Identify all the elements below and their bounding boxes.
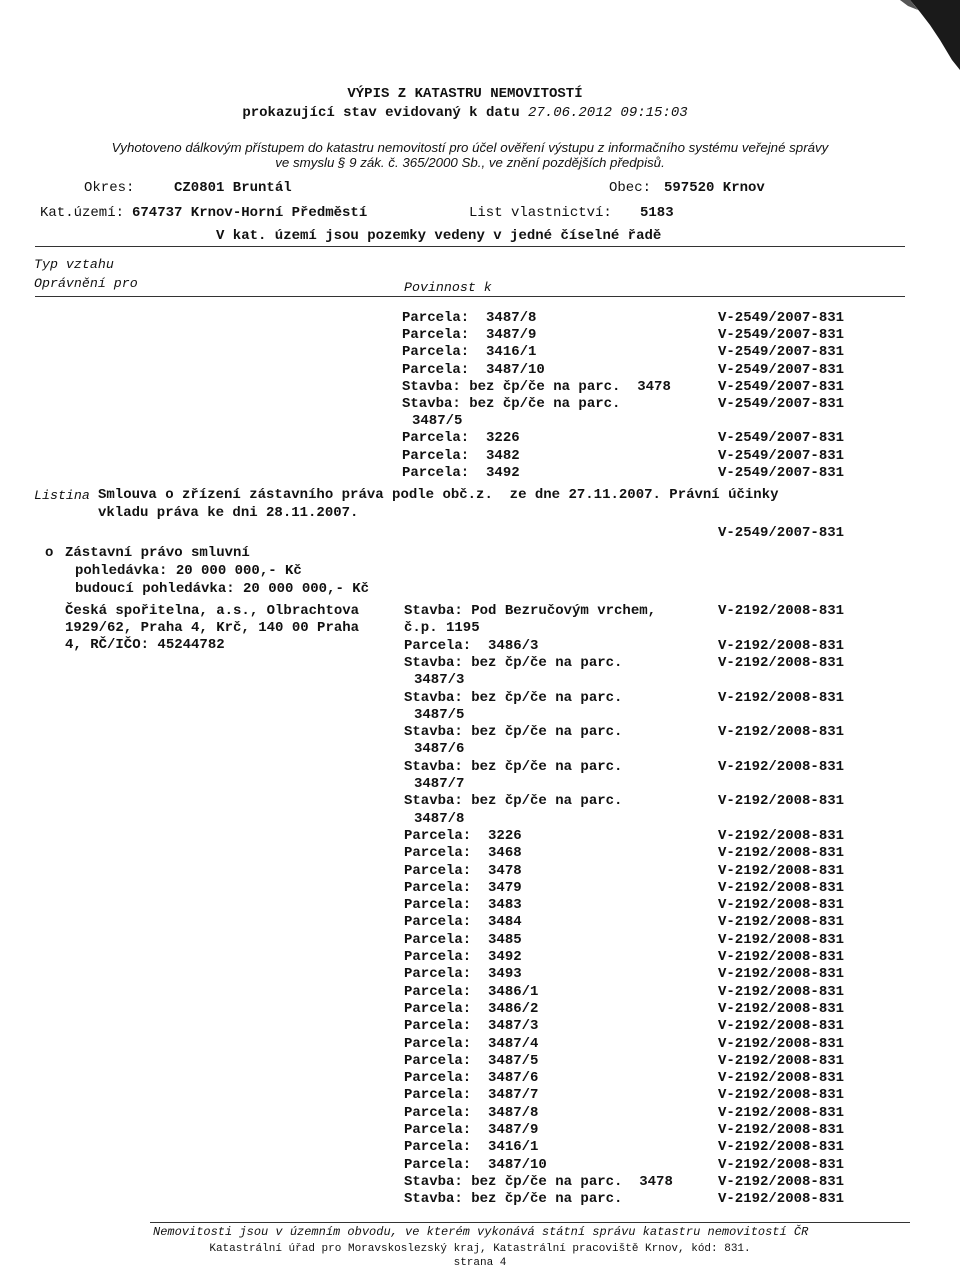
creditor-line-3: 4, RČ/IČO: 45244782 (65, 637, 225, 653)
row-reference: V-2192/2008-831 (718, 1035, 845, 1052)
row-reference: V-2549/2007-831 (718, 396, 845, 412)
row-text: Parcela: 3468 (404, 845, 522, 862)
lv-label: List vlastnictví: (469, 205, 612, 221)
row-reference: V-2192/2008-831 (718, 637, 845, 654)
row-reference: V-2549/2007-831 (718, 310, 845, 326)
row-text: Parcela: 3478 (404, 862, 522, 879)
row-text: Stavba: Pod Bezručovým vrchem, (404, 603, 657, 619)
row-text: Parcela: 3487/3 (404, 1018, 539, 1035)
row-text: Stavba: bez čp/če na parc. (404, 689, 623, 706)
row-text: Parcela: 3486/2 (404, 1000, 539, 1017)
row-reference: V-2192/2008-831 (718, 758, 845, 775)
listina-label: Listina (34, 488, 90, 503)
row-text: 3487/5 (412, 413, 463, 430)
creditor-line-2: 1929/62, Praha 4, Krč, 140 00 Praha (65, 620, 360, 636)
row-reference: V-2192/2008-831 (718, 879, 845, 896)
row-text: Parcela: 3479 (404, 879, 522, 896)
row-text: 3487/6 (414, 741, 465, 758)
listina-text: Smlouva o zřízení zástavního práva podle obč.z. ze dne 27.11.2007. Právní účinky (98, 487, 779, 503)
row-text: Parcela: 3492 (402, 464, 520, 481)
row-text: Stavba: bez čp/če na parc. 3478 (402, 378, 671, 395)
row-reference: V-2192/2008-831 (718, 1104, 845, 1121)
okres-label: Okres: (84, 180, 135, 196)
row-text: Parcela: 3486/3 (404, 637, 539, 654)
row-reference: V-2549/2007-831 (718, 378, 845, 395)
row-text: Parcela: 3493 (404, 966, 522, 983)
claim-1: pohledávka: 20 000 000,- Kč (75, 563, 302, 579)
row-reference: V-2192/2008-831 (718, 1087, 845, 1104)
row-text: Stavba: bez čp/če na parc. (404, 654, 623, 671)
series-note: V kat. území jsou pozemky vedeny v jedné číselné řadě (216, 228, 662, 244)
row-text: Parcela: 3487/9 (404, 1122, 539, 1138)
row-text: Parcela: 3487/7 (404, 1087, 539, 1104)
row-text: Parcela: 3482 (402, 447, 520, 464)
row-text: Parcela: 3416/1 (402, 344, 537, 361)
row-reference: V-2549/2007-831 (718, 464, 845, 481)
row-text: Parcela: 3416/1 (404, 1139, 539, 1156)
row-text: Parcela: 3484 (404, 914, 522, 931)
row-reference: V-2192/2008-831 (718, 949, 845, 965)
row-text: Parcela: 3487/5 (404, 1052, 539, 1069)
notice-line-2: ve smyslu § 9 zák. č. 365/2000 Sb., ve znění pozdějších předpisů. (275, 155, 665, 170)
row-text: Parcela: 3487/10 (402, 361, 545, 378)
row-text: Parcela: 3487/4 (404, 1035, 539, 1052)
subtitle-date: 27.06.2012 09:15:03 (528, 105, 688, 121)
row-text: Parcela: 3487/10 (404, 1156, 547, 1173)
row-text: Parcela: 3487/8 (402, 310, 537, 326)
row-reference: V-2549/2007-831 (718, 327, 845, 344)
row-reference: V-2192/2008-831 (718, 1018, 845, 1035)
row-reference: V-2192/2008-831 (718, 897, 845, 914)
row-text: Parcela: 3487/6 (404, 1070, 539, 1087)
claim-2: budoucí pohledávka: 20 000 000,- Kč (75, 581, 370, 597)
footer-page: strana 4 (453, 1257, 507, 1269)
row-text: Stavba: bez čp/če na parc. (402, 396, 621, 412)
row-reference: V-2192/2008-831 (718, 931, 845, 948)
okres-value: CZ0801 Bruntál (174, 180, 292, 196)
row-reference: V-2192/2008-831 (718, 845, 845, 862)
row-reference: V-2549/2007-831 (718, 361, 845, 378)
row-text: 3487/5 (414, 706, 465, 723)
listina-reference: V-2549/2007-831 (718, 525, 845, 541)
row-text: Parcela: 3485 (404, 931, 522, 948)
row-text: Parcela: 3492 (404, 949, 522, 965)
row-text: Parcela: 3483 (404, 897, 522, 914)
row-text: Stavba: bez čp/če na parc. (404, 724, 623, 741)
row-text: 3487/8 (414, 810, 465, 827)
katuzemi-label: Kat.území: (40, 205, 125, 221)
bullet: o (45, 545, 54, 561)
column-rule (35, 296, 905, 297)
row-reference: V-2549/2007-831 (718, 430, 845, 447)
row-reference: V-2549/2007-831 (718, 344, 845, 361)
row-reference: V-2192/2008-831 (718, 1139, 845, 1156)
row-text: 3487/7 (414, 776, 465, 792)
footer-rule (150, 1222, 910, 1223)
row-text: Parcela: 3487/9 (402, 327, 537, 344)
header-rule (35, 246, 905, 247)
row-reference: V-2192/2008-831 (718, 966, 845, 983)
row-reference: V-2192/2008-831 (718, 654, 845, 671)
row-text: Stavba: bez čp/če na parc. (404, 1191, 623, 1208)
footer-line-2: Katastrální úřad pro Moravskoslezský kraj, Katastrální pracoviště Krnov, kód: 831. (209, 1243, 751, 1255)
footer-line-1: Nemovitosti jsou v územním obvodu, ve kterém vykonává státní správu katastru nemovitostí ČR (153, 1225, 809, 1239)
row-text: Parcela: 3487/8 (404, 1104, 539, 1121)
column-opravneni-pro: Oprávnění pro (34, 276, 138, 291)
obec-label: Obec: (609, 180, 652, 196)
row-text: Stavba: bez čp/če na parc. (404, 793, 623, 810)
row-reference: V-2192/2008-831 (718, 827, 845, 844)
row-reference: V-2192/2008-831 (718, 1000, 845, 1017)
row-text: Parcela: 3226 (404, 827, 522, 844)
row-text: Stavba: bez čp/če na parc. (404, 758, 623, 775)
row-reference: V-2192/2008-831 (718, 793, 845, 810)
row-text: č.p. 1195 (404, 620, 480, 637)
row-text: 3487/3 (414, 672, 465, 689)
subtitle-prefix: prokazující stav evidovaný k datu (242, 105, 520, 121)
row-reference: V-2192/2008-831 (718, 1173, 845, 1190)
row-reference: V-2192/2008-831 (718, 914, 845, 931)
row-text: Parcela: 3486/1 (404, 983, 539, 1000)
creditor-line-1: Česká spořitelna, a.s., Olbrachtova (65, 603, 360, 619)
row-reference: V-2192/2008-831 (718, 603, 845, 619)
row-reference: V-2192/2008-831 (718, 1122, 845, 1138)
row-reference: V-2192/2008-831 (718, 1070, 845, 1087)
scan-artifact-corner (870, 0, 960, 70)
row-reference: V-2549/2007-831 (718, 447, 845, 464)
column-typ-vztahu: Typ vztahu (34, 257, 114, 272)
notice-line-1: Vyhotoveno dálkovým přístupem do katastru nemovitostí pro účel ověření výstupu z informačního systému veřejné správy (111, 140, 829, 155)
row-text: Parcela: 3226 (402, 430, 520, 447)
row-text: Stavba: bez čp/če na parc. 3478 (404, 1173, 673, 1190)
listina-text-2: vkladu práva ke dni 28.11.2007. (98, 505, 359, 521)
obec-value: 597520 Krnov (664, 180, 765, 196)
row-reference: V-2192/2008-831 (718, 724, 845, 741)
row-reference: V-2192/2008-831 (718, 1156, 845, 1173)
lien-heading: Zástavní právo smluvní (65, 545, 250, 561)
row-reference: V-2192/2008-831 (718, 689, 845, 706)
row-reference: V-2192/2008-831 (718, 862, 845, 879)
row-reference: V-2192/2008-831 (718, 983, 845, 1000)
document-title: VÝPIS Z KATASTRU NEMOVITOSTÍ (347, 86, 583, 102)
document-subtitle (0, 105, 930, 121)
lv-value: 5183 (640, 205, 674, 221)
row-reference: V-2192/2008-831 (718, 1191, 845, 1208)
katuzemi-value: 674737 Krnov-Horní Předměstí (132, 205, 368, 221)
row-reference: V-2192/2008-831 (718, 1052, 845, 1069)
column-povinnost-k: Povinnost k (404, 280, 492, 295)
